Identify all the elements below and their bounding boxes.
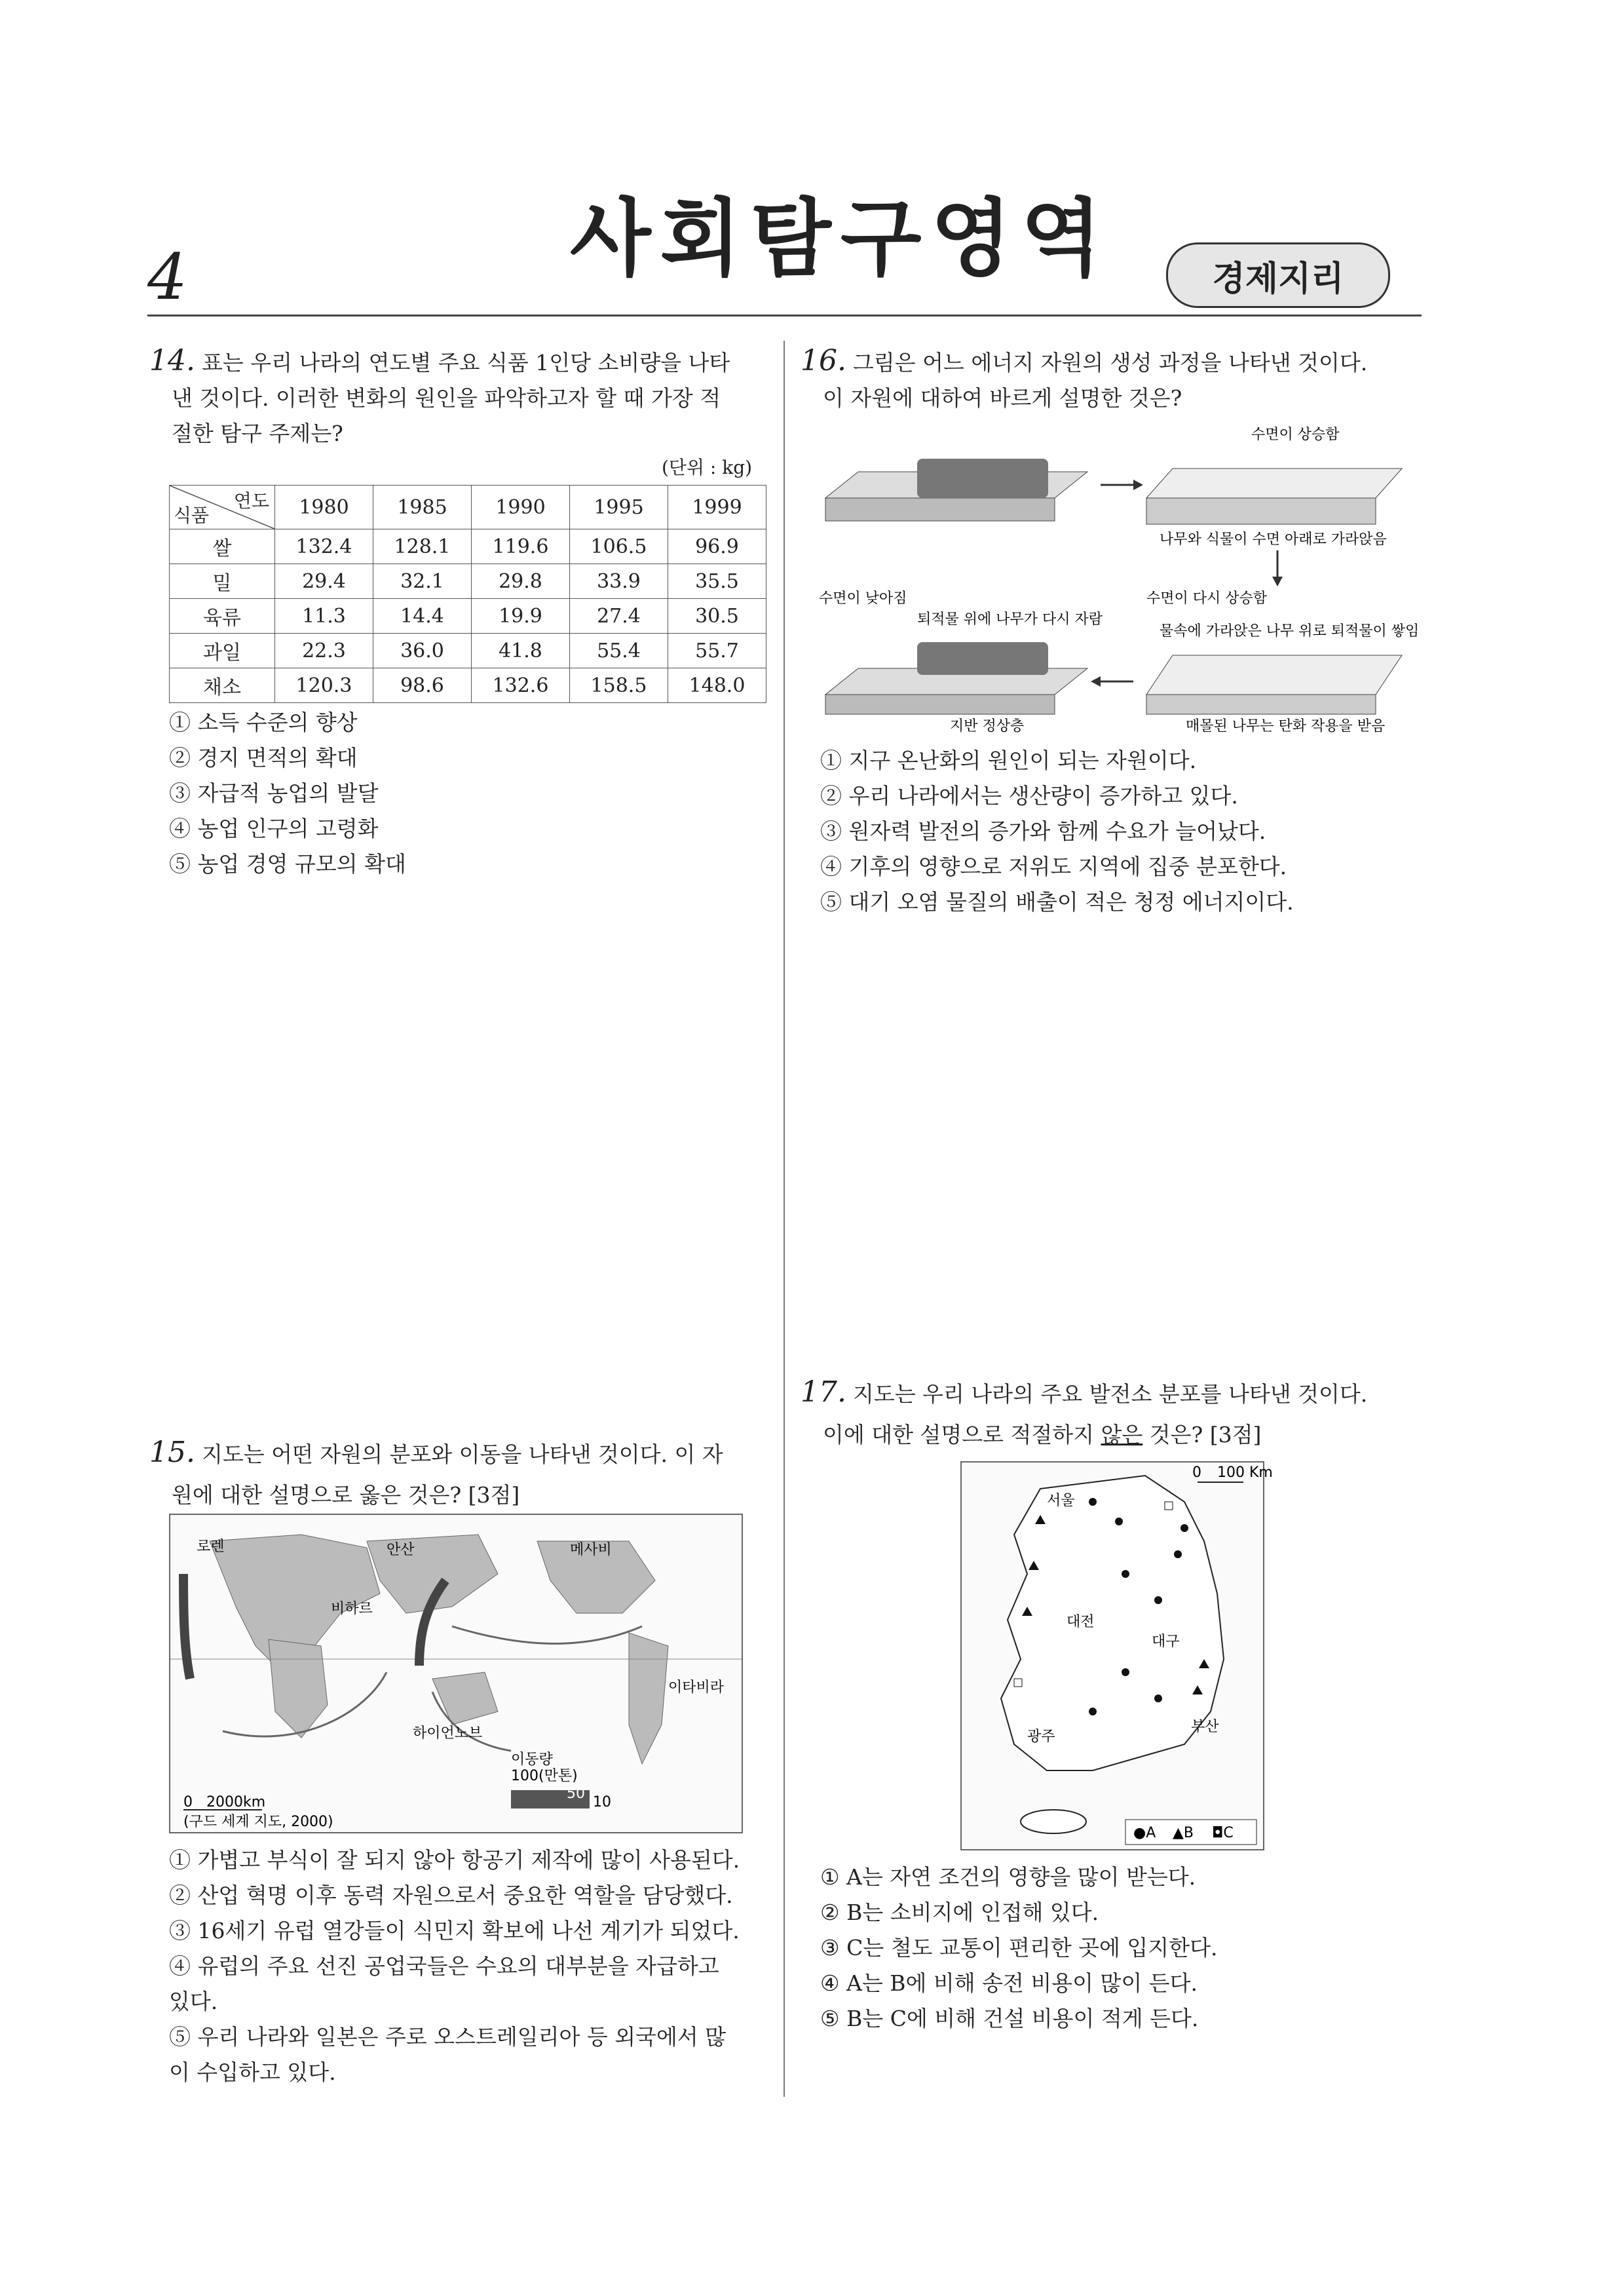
year-header: 1990 (472, 486, 570, 529)
options-16 (820, 743, 1294, 920)
table-row (170, 668, 766, 703)
food-name: 과일 (170, 634, 275, 668)
jeju-outline (1021, 1810, 1086, 1833)
table-cell: 32.1 (373, 564, 472, 599)
map-source: (구드 세계 지도, 2000) (183, 1814, 333, 1830)
question-17 (801, 1375, 1423, 1453)
option[interactable]: ③ 원자력 발전의 증가와 함께 수요가 늘어났다. (820, 818, 1266, 844)
options-17 (820, 1860, 1217, 2037)
korea-outline (1001, 1476, 1224, 1770)
question-text: 그림은 어느 에너지 자원의 생성 과정을 나타낸 것이다. (852, 350, 1368, 375)
food-name: 채소 (170, 668, 275, 703)
page-title: 사회탐구영역 (570, 189, 1111, 288)
table-cell: 19.9 (472, 599, 570, 634)
option[interactable]: ① 소득 수준의 향상 (169, 710, 358, 735)
figure-label: 물속에 가라앉은 나무 위로 퇴적물이 쌓임 (1160, 623, 1420, 640)
food-name: 쌀 (170, 529, 275, 564)
table-cell: 96.9 (668, 529, 766, 564)
resource-flow-world-map (169, 1514, 743, 1833)
question-text: 표는 우리 나라의 연도별 주요 식품 1인당 소비량을 나타 (201, 350, 730, 375)
legend-item: ●A (1133, 1825, 1156, 1841)
arrow-head-icon (1091, 676, 1101, 687)
question-number: 15. (149, 1436, 195, 1469)
place-label: 이타비라 (668, 1679, 725, 1696)
legend-unit: 100(만톤) (511, 1768, 578, 1784)
table-cell: 29.8 (472, 564, 570, 599)
question-text-part: 것은? [3점] (1142, 1422, 1262, 1447)
food-name: 밀 (170, 564, 275, 599)
year-header: 1980 (275, 486, 373, 529)
option[interactable]: ② 산업 혁명 이후 동력 자원으로서 중요한 역할을 담당했다. (169, 1883, 733, 1908)
city-label: 서울 (1047, 1493, 1075, 1509)
table-cell: 33.9 (570, 564, 668, 599)
option[interactable]: ③ C는 철도 교통이 편리한 곳에 입지한다. (820, 1935, 1218, 1961)
legend-value: 50 (567, 1786, 585, 1802)
table-cell: 132.4 (275, 529, 373, 564)
subject-badge: 경제지리 (1166, 242, 1390, 308)
scale-label: 100 Km (1217, 1464, 1273, 1481)
place-label: 하이언노브 (413, 1725, 483, 1742)
place-label: 로렌 (197, 1539, 225, 1555)
consumption-table (169, 485, 766, 703)
table-cell: 41.8 (472, 634, 570, 668)
corner-year-label: 연도 (233, 490, 269, 512)
header-divider (147, 315, 1422, 316)
option[interactable]: ① 지구 온난화의 원인이 되는 자원이다. (820, 748, 1197, 773)
option[interactable]: ③ 자급적 농업의 발달 (169, 780, 379, 806)
table-cell: 22.3 (275, 634, 373, 668)
table-cell: 14.4 (373, 599, 472, 634)
option[interactable]: ③ 16세기 유럽 열강들이 식민지 확보에 나선 계기가 되었다. (169, 1918, 740, 1943)
legend-item: ▲B (1173, 1825, 1194, 1841)
question-number: 14. (149, 344, 195, 377)
korea-power-plant-map (960, 1461, 1273, 1850)
table-cell: 30.5 (668, 599, 766, 634)
scale-zero-label: 0 (183, 1794, 193, 1810)
figure-label: 나무와 식물이 수면 아래로 가라앉음 (1160, 531, 1387, 548)
table-cell: 29.4 (275, 564, 373, 599)
figure-label: 퇴적물 위에 나무가 다시 자람 (917, 611, 1103, 628)
table-row (170, 529, 766, 564)
legend-item: ◘C (1212, 1825, 1234, 1841)
scale-label: 2000km (206, 1794, 266, 1810)
option[interactable]: ④ 유럽의 주요 선진 공업국들은 수요의 대부분을 자급하고 (169, 1953, 719, 1979)
question-text: 지도는 우리 나라의 주요 발전소 분포를 나타낸 것이다. (852, 1381, 1368, 1407)
legend-value: 10 (593, 1794, 611, 1810)
arrow-head-icon (1133, 480, 1143, 490)
corner-food-label: 식품 (174, 505, 210, 526)
table-cell: 11.3 (275, 599, 373, 634)
question-text (801, 1417, 1423, 1453)
option-continued: 있다. (169, 1989, 218, 2014)
table-cell: 27.4 (570, 599, 668, 634)
city-label: 대구 (1152, 1634, 1180, 1650)
stage-4-panel (1146, 655, 1402, 714)
table-cell: 98.6 (373, 668, 472, 703)
place-label: 안산 (387, 1542, 415, 1558)
figure-label: 매몰된 나무는 탄화 작용을 받음 (1186, 718, 1386, 735)
option[interactable]: ① 가볍고 부식이 잘 되지 않아 항공기 제작에 많이 사용된다. (169, 1847, 740, 1873)
food-name: 육류 (170, 599, 275, 634)
stage-1-panel (825, 459, 1087, 521)
question-text: 지도는 어떤 자원의 분포와 이동을 나타낸 것이다. 이 자 (201, 1442, 723, 1467)
table-cell: 158.5 (570, 668, 668, 703)
option[interactable]: ④ 기후의 영향으로 저위도 지역에 집중 분포한다. (820, 854, 1287, 879)
question-16 (801, 343, 1423, 416)
legend-title: 이동량 (511, 1751, 553, 1768)
table-cell: 35.5 (668, 564, 766, 599)
stage-2-panel (1146, 469, 1402, 524)
question-14 (149, 343, 772, 451)
question-text-part: 이에 대한 설명으로 적절하지 (823, 1422, 1101, 1447)
arrow-head-icon (1272, 577, 1283, 586)
figure-label: 수면이 다시 상승함 (1146, 590, 1268, 607)
table-cell: 132.6 (472, 668, 570, 703)
table-cell: 106.5 (570, 529, 668, 564)
options-15 (169, 1843, 772, 2090)
table-cell: 55.4 (570, 634, 668, 668)
options-14 (169, 705, 406, 882)
place-label: 비하르 (331, 1601, 373, 1617)
option[interactable]: ④ A는 B에 비해 송전 비용이 많이 든다. (820, 1970, 1198, 1996)
question-text: 원에 대한 설명으로 옳은 것은? [3점] (172, 1482, 520, 1508)
option[interactable]: ① A는 자연 조건의 영향을 많이 받는다. (820, 1864, 1196, 1890)
option[interactable]: ② B는 소비지에 인접해 있다. (820, 1900, 1099, 1925)
table-row (170, 599, 766, 634)
table-cell: 36.0 (373, 634, 472, 668)
option[interactable]: ② 우리 나라에서는 생산량이 증가하고 있다. (820, 783, 1238, 809)
underlined-word: 않은 (1101, 1422, 1143, 1447)
table-row (170, 634, 766, 668)
city-label: 대전 (1067, 1614, 1095, 1630)
table-cell: 128.1 (373, 529, 472, 564)
city-label: 광주 (1027, 1729, 1055, 1745)
figure-label: 수면이 낮아짐 (819, 590, 907, 607)
table-cell: 120.3 (275, 668, 373, 703)
table-row (170, 486, 766, 529)
coal-formation-figure (819, 419, 1420, 735)
table-row (170, 564, 766, 599)
question-text: 절한 탐구 주제는? (172, 421, 343, 446)
column-divider (784, 341, 785, 2097)
option[interactable]: ⑤ B는 C에 비해 건설 비용이 적게 든다. (820, 2006, 1199, 2031)
option[interactable]: ⑤ 우리 나라와 일본은 주로 오스트레일리아 등 외국에서 많 (169, 2024, 727, 2050)
question-number: 16. (801, 344, 846, 377)
table-cell: 148.0 (668, 668, 766, 703)
stage-3-panel (825, 642, 1087, 714)
place-label: 메사비 (570, 1542, 612, 1558)
option[interactable]: ② 경지 면적의 확대 (169, 745, 358, 771)
question-15 (149, 1435, 772, 1513)
option[interactable]: ⑤ 대기 오염 물질의 배출이 적은 청정 에너지이다. (820, 889, 1294, 915)
table-cell: 55.7 (668, 634, 766, 668)
page-number: 4 (147, 240, 188, 314)
table-unit: (단위 : kg) (662, 457, 753, 478)
option[interactable]: ⑤ 농업 경영 규모의 확대 (169, 851, 406, 877)
table-cell: 119.6 (472, 529, 570, 564)
city-label: 부산 (1191, 1719, 1219, 1735)
question-number: 17. (801, 1375, 846, 1409)
question-text: 이 자원에 대하여 바르게 설명한 것은? (823, 385, 1182, 411)
year-header: 1999 (668, 486, 766, 529)
figure-label: 수면이 상승함 (1251, 427, 1340, 443)
option[interactable]: ④ 농업 인구의 고령화 (169, 816, 379, 841)
table-corner-cell (170, 486, 275, 529)
option-continued: 이 수입하고 있다. (169, 2059, 336, 2085)
year-header: 1985 (373, 486, 472, 529)
year-header: 1995 (570, 486, 668, 529)
scale-zero-label: 0 (1192, 1464, 1201, 1481)
question-text: 낸 것이다. 이러한 변화의 원인을 파악하고자 할 때 가장 적 (172, 385, 721, 411)
figure-label: 지반 정상층 (950, 718, 1025, 735)
